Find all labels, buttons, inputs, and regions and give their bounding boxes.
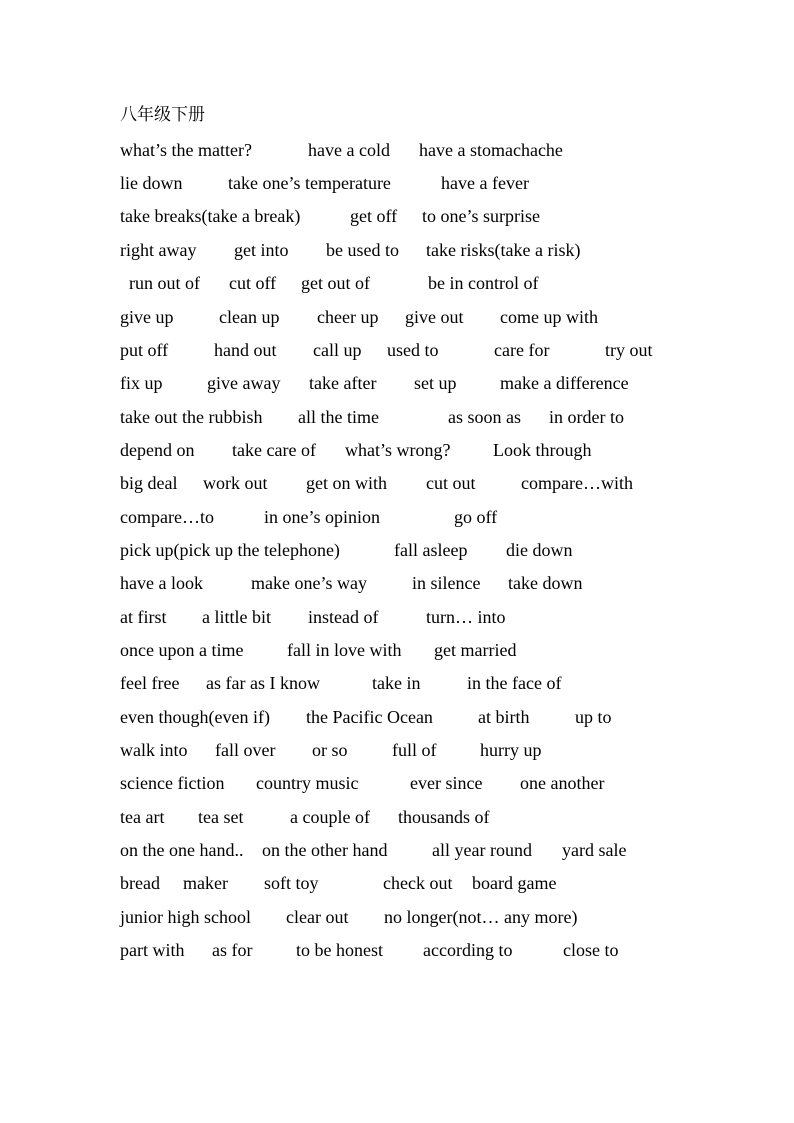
phrase: to be honest: [296, 940, 383, 960]
phrase: get into: [234, 240, 289, 260]
phrase: set up: [414, 373, 457, 393]
phrase: have a look: [120, 573, 203, 593]
phrase: depend on: [120, 440, 195, 460]
phrase: the Pacific Ocean: [306, 707, 433, 727]
phrase: board game: [472, 873, 557, 893]
phrase: hurry up: [480, 740, 542, 760]
phrase: go off: [454, 507, 498, 527]
phrase: yard sale: [562, 840, 627, 860]
phrase: take in: [372, 673, 421, 693]
phrase: close to: [563, 940, 619, 960]
phrase: take down: [508, 573, 583, 593]
phrase: have a cold: [308, 140, 390, 160]
phrase: right away: [120, 240, 197, 260]
phrase: big deal: [120, 473, 178, 493]
phrase: even though(even if): [120, 707, 270, 727]
phrase: give away: [207, 373, 281, 393]
phrase: full of: [392, 740, 437, 760]
phrase: check out: [383, 873, 453, 893]
phrase: all year round: [432, 840, 532, 860]
phrase: call up: [313, 340, 362, 360]
phrase: fall asleep: [394, 540, 468, 560]
phrase: on the one hand..: [120, 840, 244, 860]
phrase: take care of: [232, 440, 316, 460]
phrase: cut off: [229, 273, 277, 293]
phrase: once upon a time: [120, 640, 244, 660]
phrase: put off: [120, 340, 169, 360]
phrase: a couple of: [290, 807, 370, 827]
phrase: up to: [575, 707, 612, 727]
phrase: try out: [605, 340, 653, 360]
phrase: as soon as: [448, 407, 521, 427]
phrase: give up: [120, 307, 174, 327]
phrase: or so: [312, 740, 348, 760]
phrase: as far as I know: [206, 673, 320, 693]
phrase: clean up: [219, 307, 280, 327]
phrase: cheer up: [317, 307, 379, 327]
phrase: feel free: [120, 673, 180, 693]
phrase: junior high school: [120, 907, 251, 927]
phrase: ever since: [410, 773, 483, 793]
phrase: no longer(not… any more): [384, 907, 578, 927]
phrase: what’s wrong?: [345, 440, 451, 460]
phrase: one another: [520, 773, 605, 793]
phrase: compare…with: [521, 473, 633, 493]
phrase: take out the rubbish: [120, 407, 263, 427]
phrase: lie down: [120, 173, 183, 193]
phrase: in one’s opinion: [264, 507, 380, 527]
phrase: clear out: [286, 907, 349, 927]
phrase: bread: [120, 873, 160, 893]
phrase: have a stomachache: [419, 140, 563, 160]
phrase: Look through: [493, 440, 592, 460]
phrase: pick up(pick up the telephone): [120, 540, 340, 560]
phrase: on the other hand: [262, 840, 388, 860]
phrase: at first: [120, 607, 167, 627]
phrase: have a fever: [441, 173, 529, 193]
phrase: turn… into: [426, 607, 506, 627]
phrase: instead of: [308, 607, 379, 627]
phrase: according to: [423, 940, 513, 960]
phrase: get out of: [301, 273, 370, 293]
phrase: be used to: [326, 240, 399, 260]
phrase: country music: [256, 773, 359, 793]
phrase: part with: [120, 940, 185, 960]
phrase: a little bit: [202, 607, 271, 627]
phrase: make one’s way: [251, 573, 367, 593]
phrase: in silence: [412, 573, 481, 593]
phrase: get married: [434, 640, 517, 660]
phrase: take breaks(take a break): [120, 206, 301, 226]
phrase: get off: [350, 206, 398, 226]
phrase: get on with: [306, 473, 387, 493]
phrase: all the time: [298, 407, 379, 427]
phrase: at birth: [478, 707, 530, 727]
phrase: fix up: [120, 373, 163, 393]
phrase: to one’s surprise: [422, 206, 540, 226]
phrase: run out of: [129, 273, 200, 293]
phrase: care for: [494, 340, 550, 360]
phrase: give out: [405, 307, 464, 327]
phrase: take risks(take a risk): [426, 240, 581, 260]
phrase: die down: [506, 540, 573, 560]
phrase: soft toy: [264, 873, 319, 893]
phrase: in order to: [549, 407, 624, 427]
phrase: compare…to: [120, 507, 214, 527]
phrase: tea set: [198, 807, 244, 827]
phrase: come up with: [500, 307, 598, 327]
phrase: science fiction: [120, 773, 225, 793]
phrase: cut out: [426, 473, 476, 493]
phrase: in the face of: [467, 673, 562, 693]
phrase: tea art: [120, 807, 165, 827]
phrase: maker: [183, 873, 228, 893]
phrase: take after: [309, 373, 377, 393]
phrase: fall over: [215, 740, 276, 760]
phrase: as for: [212, 940, 253, 960]
phrase: make a difference: [500, 373, 629, 393]
phrase: hand out: [214, 340, 277, 360]
phrase: used to: [387, 340, 439, 360]
phrase: work out: [203, 473, 268, 493]
phrase: fall in love with: [287, 640, 402, 660]
phrase: walk into: [120, 740, 188, 760]
phrase: thousands of: [398, 807, 490, 827]
phrase: what’s the matter?: [120, 140, 252, 160]
phrase: be in control of: [428, 273, 539, 293]
page-title: 八年级下册: [120, 105, 205, 125]
phrase: take one’s temperature: [228, 173, 391, 193]
